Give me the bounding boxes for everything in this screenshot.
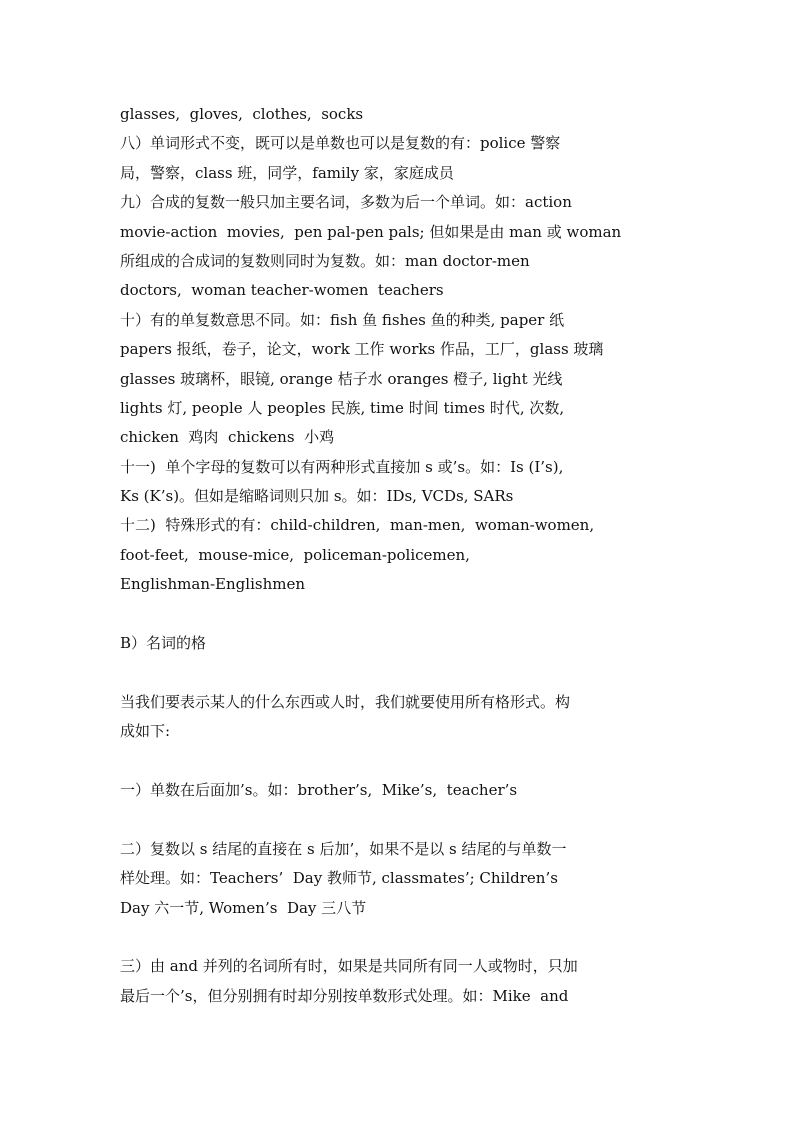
- text-line: Englishman-Englishmen: [120, 575, 305, 594]
- text-line: 一）单数在后面加’s。如：brother’s, Mike’s, teacher’s: [120, 780, 518, 799]
- text-line: 九）合成的复数一般只加主要名词，多数为后一个单词。如：action: [120, 193, 572, 212]
- text-line: 所组成的合成词的复数则同时为复数。如：man doctor-men: [120, 251, 530, 270]
- blank-line: [120, 747, 690, 776]
- text-line: movie-action movies, pen pal-pen pals; 但如果是由 man 或 woman: [120, 222, 622, 241]
- text-line: lights 灯, people 人 peoples 民族, time 时间 times 时代, 次数,: [120, 398, 565, 417]
- text-line: Ks (K’s)。但如是缩略词则只加 s。如：IDs, VCDs, SARs: [120, 487, 514, 506]
- blank-line: [120, 923, 690, 952]
- text-line: 十二) 特殊形式的有：child-children, man-men, woman-women,: [120, 516, 595, 535]
- text-line: doctors, woman teacher-women teachers: [120, 281, 444, 300]
- text-line: glasses 玻璃杯，眼镜, orange 桔子水 oranges 橙子, light 光线: [120, 369, 563, 388]
- document-body: [120, 100, 690, 1011]
- text-line: 八）单词形式不变，既可以是单数也可以是复数的有：police 警察: [120, 134, 561, 153]
- text-line: 十）有的单复数意思不同。如：fish 鱼 fishes 鱼的种类, paper 纸: [120, 310, 565, 329]
- text-line: glasses, gloves, clothes, socks: [120, 105, 364, 123]
- text-line: papers 报纸，卷子，论文，work 工作 works 作品，工厂，glass 玻璃: [120, 340, 604, 359]
- blank-line: [120, 658, 690, 687]
- text-line: 样处理。如：Teachers’ Day 教师节, classmates’; Children’s: [120, 869, 558, 888]
- text-line: 十一) 单个字母的复数可以有两种形式直接加 s 或’s。如：Is (I’s),: [120, 457, 564, 476]
- text-line: foot-feet, mouse-mice, policeman-policemen,: [120, 545, 470, 564]
- text-line: 二）复数以 s 结尾的直接在 s 后加’，如果不是以 s 结尾的与单数一: [120, 839, 567, 858]
- text-line: Day 六一节, Women’s Day 三八节: [120, 898, 367, 917]
- text-line: 局，警察，class 班，同学，family 家，家庭成员: [120, 163, 454, 182]
- blank-line: [120, 600, 690, 629]
- section-heading: B）名词的格: [120, 634, 207, 653]
- text-line: 三）由 and 并列的名词所有时，如果是共同所有同一人或物时，只加: [120, 957, 578, 976]
- text-line: 成如下:: [120, 722, 171, 741]
- text-line: 最后一个’s，但分别拥有时却分别按单数形式处理。如：Mike and: [120, 986, 569, 1005]
- text-line: chicken 鸡肉 chickens 小鸡: [120, 428, 335, 447]
- text-line: 当我们要表示某人的什么东西或人时，我们就要使用所有格形式。构: [120, 692, 571, 711]
- blank-line: [120, 805, 690, 834]
